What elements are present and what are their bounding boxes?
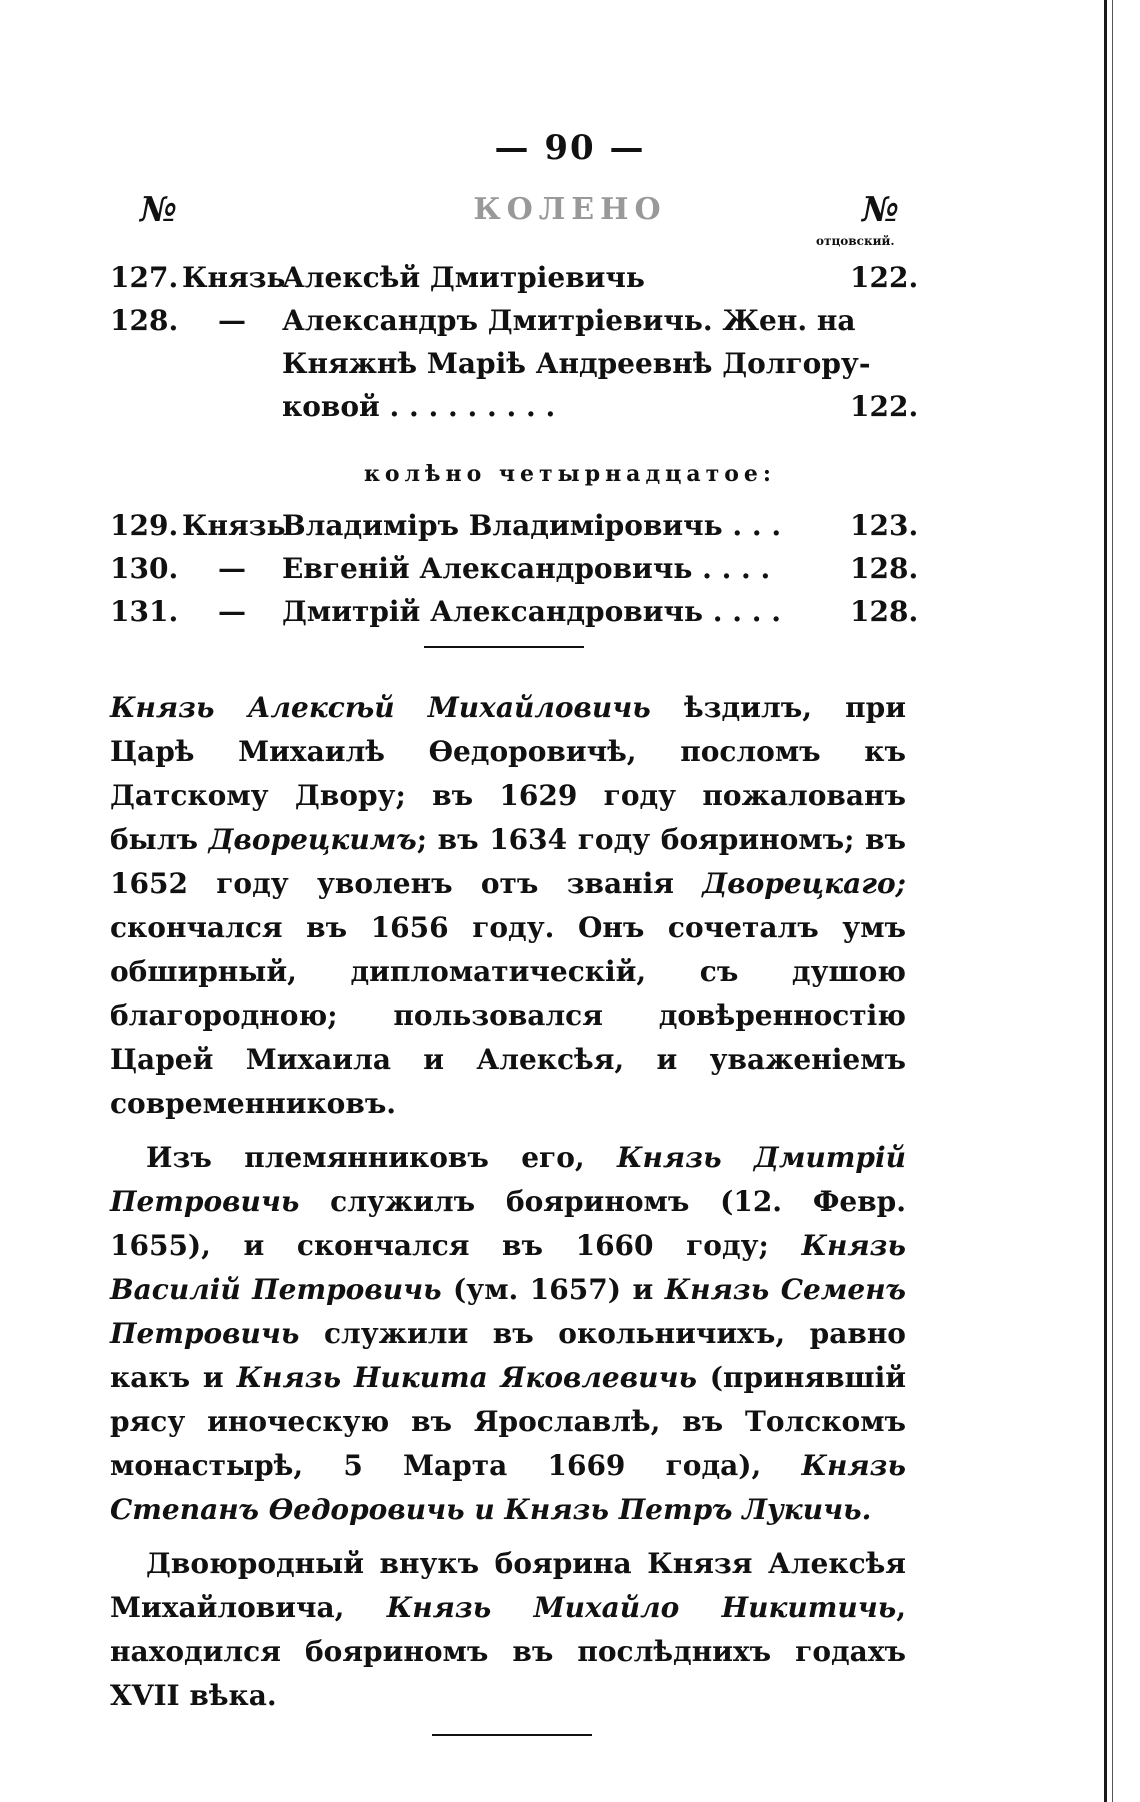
text-run: , находился бояриномъ въ послѣднихъ годахъ XVII вѣка. <box>110 1591 907 1712</box>
entry-row <box>110 256 919 299</box>
paragraph-2 <box>110 1136 906 1532</box>
entry-title: Князь <box>182 509 286 542</box>
italic-name: Дворецкаго; <box>702 867 906 900</box>
body-text <box>110 686 906 1728</box>
entry-number: 129. <box>110 509 179 542</box>
italic-name: Князь Семенъ Петровичь <box>110 1273 906 1350</box>
header-subtitle-right: отцовский. <box>816 234 895 248</box>
entry-row <box>110 590 919 633</box>
entry-continuation: Княжнѣ Маріѣ Андреевнѣ Долгору- <box>282 347 871 380</box>
page-number: — 90 — <box>494 128 646 168</box>
entry-ref: 128. <box>850 552 919 585</box>
paragraph-1 <box>110 686 906 1126</box>
page-edge-line-secondary <box>1112 0 1113 1802</box>
italic-name: Князь Алексѣй Михайловичь <box>110 691 651 724</box>
page-edge-line <box>1104 0 1107 1802</box>
text-run: служили въ окольничихъ, равно какъ и <box>110 1317 906 1394</box>
text-run: ѣздилъ, при Царѣ Михаилѣ Ѳедоровичѣ, посломъ къ Датскому Двору; въ 1629 году пожалованъ былъ <box>110 691 906 856</box>
entry-row <box>110 504 919 547</box>
entry-ref: 122. <box>850 390 919 423</box>
entry-number: 131. <box>110 595 179 628</box>
text-run: скончался въ 1656 году. Онъ сочеталъ умъ обширный, дипломатическій, съ душою благородною; пользовался довѣренностію Царей Михаила и Алексѣя, и уваженіемъ современниковъ. <box>110 911 906 1120</box>
entry-ref: 123. <box>850 509 919 542</box>
section-divider-bottom <box>432 1734 592 1736</box>
section-divider <box>424 646 584 648</box>
header-number-right: № <box>862 190 899 230</box>
text-run: (принявшій рясу иноческую въ Ярославлѣ, въ Толскомъ монастырѣ, 5 Марта 1669 года), <box>110 1361 907 1482</box>
text-run: ; въ 1634 году бояриномъ; въ 1652 году уволенъ отъ званія <box>110 823 906 900</box>
entry-ref: 122. <box>850 261 919 294</box>
entry-number: 127. <box>110 261 179 294</box>
header-number-left: № <box>140 190 177 230</box>
entry-dash: — <box>218 552 246 585</box>
entry-name: Алексѣй Дмитріевичь <box>282 261 645 294</box>
entry-name: ковой . . . . . . . . . <box>282 390 556 423</box>
italic-name: Князь Михайло Никитичь <box>386 1591 897 1624</box>
entry-name: Евгеній Александровичь . . . . <box>282 552 771 585</box>
entry-row <box>110 299 910 342</box>
entry-name: Александръ Дмитріевичь. Жен. на <box>282 304 856 337</box>
paragraph-3 <box>110 1542 906 1718</box>
text-run: (ум. 1657) и <box>441 1273 665 1306</box>
text-run: Двоюродный внукъ боярина Князя Алексѣя Михайловича, <box>110 1547 906 1624</box>
italic-name: Дворецкимъ <box>208 823 417 856</box>
header-title: КОЛЕНО <box>473 192 667 227</box>
entry-dash: — <box>218 595 246 628</box>
italic-name: Князь Никита Яковлевичь <box>236 1361 697 1394</box>
entry-number: 128. <box>110 304 179 337</box>
entry-name: Владиміръ Владиміровичь . . . <box>282 509 782 542</box>
entry-dash: — <box>218 304 246 337</box>
generation-heading: колѣно четырнадцатое: <box>363 461 777 487</box>
entry-name: Дмитрій Александровичь . . . . <box>282 595 781 628</box>
genealogy-entries <box>110 256 919 633</box>
italic-name: Князь Василій Петровичь <box>110 1229 906 1306</box>
italic-name: Князь Степанъ Ѳедоровичь и Князь Петръ Лукичь. <box>110 1449 906 1526</box>
italic-name: Князь Дмитрій Петровичь <box>110 1141 907 1218</box>
entry-continuation-last <box>282 385 919 428</box>
entry-number: 130. <box>110 552 179 585</box>
entry-row <box>110 547 919 590</box>
text-run: служилъ бояриномъ (12. Февр. 1655), и скончался въ 1660 году; <box>110 1185 906 1262</box>
text-run: Изъ племянниковъ его, <box>146 1141 618 1174</box>
entry-title: Князь <box>182 261 286 294</box>
entry-ref: 128. <box>850 595 919 628</box>
